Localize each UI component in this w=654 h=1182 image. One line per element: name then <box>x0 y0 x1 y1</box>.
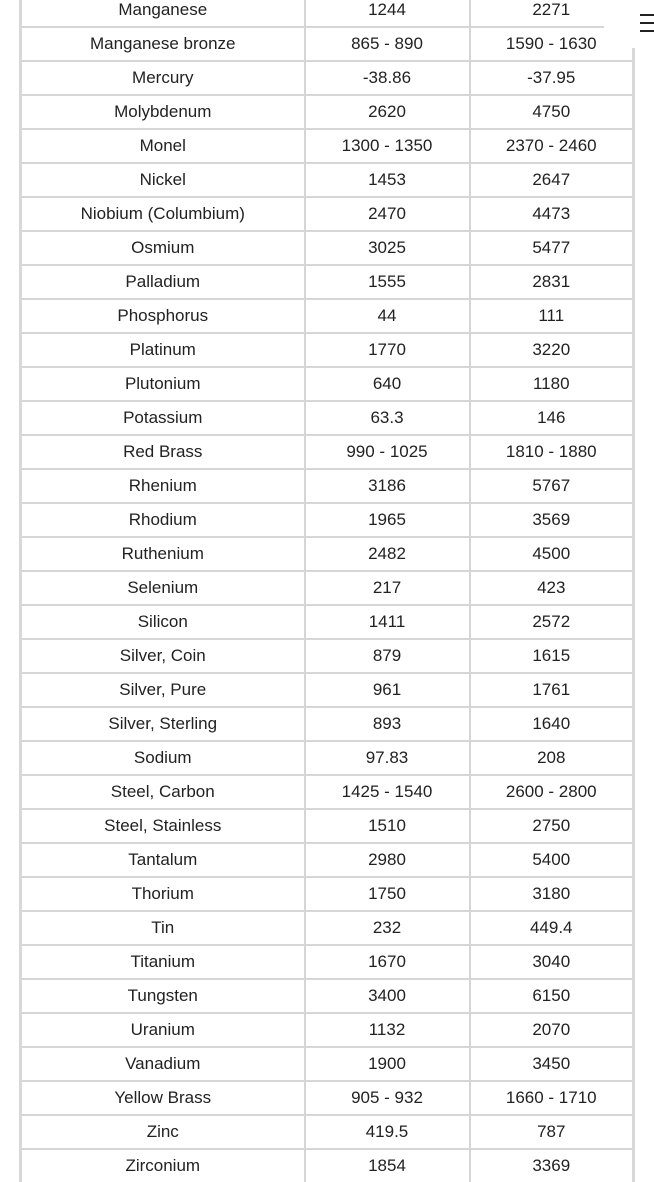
melting-point-fahrenheit-cell: 146 <box>470 401 634 435</box>
melting-point-celsius-cell: 2470 <box>305 197 470 231</box>
melting-point-celsius-cell: 2482 <box>305 537 470 571</box>
melting-point-fahrenheit-cell: 1810 - 1880 <box>470 435 634 469</box>
metal-name-cell: Tungsten <box>21 979 305 1013</box>
table-row <box>21 197 634 231</box>
melting-point-celsius-cell: 1132 <box>305 1013 470 1047</box>
melting-point-celsius-cell: 1300 - 1350 <box>305 129 470 163</box>
table-row <box>21 469 634 503</box>
table-row <box>21 979 634 1013</box>
melting-point-celsius-cell: 1854 <box>305 1149 470 1182</box>
table-row <box>21 1013 634 1047</box>
melting-point-celsius-cell: 3186 <box>305 469 470 503</box>
table-row <box>21 1047 634 1081</box>
melting-point-fahrenheit-cell: 423 <box>470 571 634 605</box>
metal-name-cell: Thorium <box>21 877 305 911</box>
melting-point-celsius-cell: 1425 - 1540 <box>305 775 470 809</box>
melting-point-celsius-cell: 97.83 <box>305 741 470 775</box>
metal-name-cell: Manganese <box>21 0 305 27</box>
melting-point-celsius-cell: 3025 <box>305 231 470 265</box>
table-row <box>21 61 634 95</box>
melting-point-fahrenheit-cell: 3569 <box>470 503 634 537</box>
table-row <box>21 809 634 843</box>
melting-point-celsius-cell: 1965 <box>305 503 470 537</box>
table-row <box>21 1115 634 1149</box>
melting-point-celsius-cell: 2980 <box>305 843 470 877</box>
hamburger-menu-icon[interactable] <box>640 12 654 34</box>
melting-point-celsius-cell: 1244 <box>305 0 470 27</box>
melting-point-celsius-cell: 893 <box>305 707 470 741</box>
melting-point-celsius-cell: 3400 <box>305 979 470 1013</box>
metal-name-cell: Plutonium <box>21 367 305 401</box>
metal-name-cell: Manganese bronze <box>21 27 305 61</box>
table-row <box>21 877 634 911</box>
table-row <box>21 129 634 163</box>
table-row <box>21 367 634 401</box>
melting-point-fahrenheit-cell: 6150 <box>470 979 634 1013</box>
metal-name-cell: Silicon <box>21 605 305 639</box>
table-row <box>21 1081 634 1115</box>
table-row <box>21 537 634 571</box>
melting-point-celsius-cell: 63.3 <box>305 401 470 435</box>
table-row <box>21 775 634 809</box>
melting-point-table <box>19 0 635 1182</box>
melting-point-celsius-cell: 879 <box>305 639 470 673</box>
melting-point-fahrenheit-cell: 1761 <box>470 673 634 707</box>
melting-point-celsius-cell: 865 - 890 <box>305 27 470 61</box>
table-row <box>21 0 634 27</box>
melting-point-fahrenheit-cell: 2572 <box>470 605 634 639</box>
melting-point-celsius-cell: 990 - 1025 <box>305 435 470 469</box>
metal-name-cell: Red Brass <box>21 435 305 469</box>
metal-name-cell: Rhodium <box>21 503 305 537</box>
metal-name-cell: Zirconium <box>21 1149 305 1182</box>
metal-name-cell: Mercury <box>21 61 305 95</box>
table-row <box>21 299 634 333</box>
melting-point-celsius-cell: 1670 <box>305 945 470 979</box>
melting-point-fahrenheit-cell: 2271 <box>470 0 634 27</box>
metal-name-cell: Zinc <box>21 1115 305 1149</box>
table-row <box>21 163 634 197</box>
table-row <box>21 265 634 299</box>
metal-name-cell: Niobium (Columbium) <box>21 197 305 231</box>
melting-point-fahrenheit-cell: 5477 <box>470 231 634 265</box>
table-row <box>21 639 634 673</box>
metal-name-cell: Ruthenium <box>21 537 305 571</box>
melting-point-fahrenheit-cell: 4473 <box>470 197 634 231</box>
metal-name-cell: Sodium <box>21 741 305 775</box>
melting-point-celsius-cell: 1900 <box>305 1047 470 1081</box>
melting-point-celsius-cell: 961 <box>305 673 470 707</box>
melting-point-fahrenheit-cell: 3369 <box>470 1149 634 1182</box>
metal-name-cell: Molybdenum <box>21 95 305 129</box>
melting-point-table-container <box>19 0 635 1182</box>
menu-line <box>640 14 654 16</box>
metal-name-cell: Uranium <box>21 1013 305 1047</box>
metal-name-cell: Tantalum <box>21 843 305 877</box>
table-row <box>21 605 634 639</box>
melting-point-celsius-cell: 2620 <box>305 95 470 129</box>
table-row <box>21 673 634 707</box>
metal-name-cell: Osmium <box>21 231 305 265</box>
table-row <box>21 333 634 367</box>
table-body <box>21 0 634 1182</box>
melting-point-fahrenheit-cell: 111 <box>470 299 634 333</box>
melting-point-fahrenheit-cell: 4750 <box>470 95 634 129</box>
melting-point-celsius-cell: 44 <box>305 299 470 333</box>
table-row <box>21 27 634 61</box>
melting-point-celsius-cell: 1750 <box>305 877 470 911</box>
melting-point-fahrenheit-cell: 5400 <box>470 843 634 877</box>
metal-name-cell: Selenium <box>21 571 305 605</box>
melting-point-celsius-cell: 232 <box>305 911 470 945</box>
melting-point-celsius-cell: 1555 <box>305 265 470 299</box>
melting-point-fahrenheit-cell: -37.95 <box>470 61 634 95</box>
table-row <box>21 571 634 605</box>
melting-point-fahrenheit-cell: 1590 - 1630 <box>470 27 634 61</box>
melting-point-celsius-cell: 1510 <box>305 809 470 843</box>
metal-name-cell: Steel, Stainless <box>21 809 305 843</box>
melting-point-celsius-cell: 905 - 932 <box>305 1081 470 1115</box>
melting-point-fahrenheit-cell: 787 <box>470 1115 634 1149</box>
melting-point-celsius-cell: 419.5 <box>305 1115 470 1149</box>
table-row <box>21 911 634 945</box>
melting-point-fahrenheit-cell: 2070 <box>470 1013 634 1047</box>
melting-point-celsius-cell: 1770 <box>305 333 470 367</box>
metal-name-cell: Phosphorus <box>21 299 305 333</box>
table-row <box>21 231 634 265</box>
melting-point-fahrenheit-cell: 1180 <box>470 367 634 401</box>
melting-point-fahrenheit-cell: 2370 - 2460 <box>470 129 634 163</box>
melting-point-celsius-cell: -38.86 <box>305 61 470 95</box>
metal-name-cell: Palladium <box>21 265 305 299</box>
table-row <box>21 945 634 979</box>
melting-point-fahrenheit-cell: 3450 <box>470 1047 634 1081</box>
menu-line <box>640 30 654 32</box>
metal-name-cell: Silver, Pure <box>21 673 305 707</box>
table-row <box>21 741 634 775</box>
table-row <box>21 1149 634 1182</box>
melting-point-fahrenheit-cell: 1615 <box>470 639 634 673</box>
melting-point-fahrenheit-cell: 1640 <box>470 707 634 741</box>
metal-name-cell: Yellow Brass <box>21 1081 305 1115</box>
metal-name-cell: Steel, Carbon <box>21 775 305 809</box>
melting-point-fahrenheit-cell: 3040 <box>470 945 634 979</box>
metal-name-cell: Platinum <box>21 333 305 367</box>
metal-name-cell: Rhenium <box>21 469 305 503</box>
metal-name-cell: Titanium <box>21 945 305 979</box>
melting-point-fahrenheit-cell: 4500 <box>470 537 634 571</box>
metal-name-cell: Potassium <box>21 401 305 435</box>
melting-point-fahrenheit-cell: 1660 - 1710 <box>470 1081 634 1115</box>
metal-name-cell: Silver, Sterling <box>21 707 305 741</box>
melting-point-celsius-cell: 1453 <box>305 163 470 197</box>
melting-point-fahrenheit-cell: 3220 <box>470 333 634 367</box>
metal-name-cell: Monel <box>21 129 305 163</box>
melting-point-fahrenheit-cell: 2750 <box>470 809 634 843</box>
table-row <box>21 435 634 469</box>
melting-point-fahrenheit-cell: 449.4 <box>470 911 634 945</box>
melting-point-celsius-cell: 217 <box>305 571 470 605</box>
table-row <box>21 401 634 435</box>
table-row <box>21 95 634 129</box>
melting-point-celsius-cell: 640 <box>305 367 470 401</box>
metal-name-cell: Tin <box>21 911 305 945</box>
melting-point-fahrenheit-cell: 5767 <box>470 469 634 503</box>
melting-point-celsius-cell: 1411 <box>305 605 470 639</box>
metal-name-cell: Vanadium <box>21 1047 305 1081</box>
melting-point-fahrenheit-cell: 2831 <box>470 265 634 299</box>
melting-point-fahrenheit-cell: 208 <box>470 741 634 775</box>
table-row <box>21 843 634 877</box>
metal-name-cell: Silver, Coin <box>21 639 305 673</box>
melting-point-fahrenheit-cell: 2600 - 2800 <box>470 775 634 809</box>
table-edge <box>632 48 635 1178</box>
melting-point-fahrenheit-cell: 2647 <box>470 163 634 197</box>
melting-point-fahrenheit-cell: 3180 <box>470 877 634 911</box>
menu-line <box>640 22 654 24</box>
table-row <box>21 707 634 741</box>
metal-name-cell: Nickel <box>21 163 305 197</box>
table-row <box>21 503 634 537</box>
